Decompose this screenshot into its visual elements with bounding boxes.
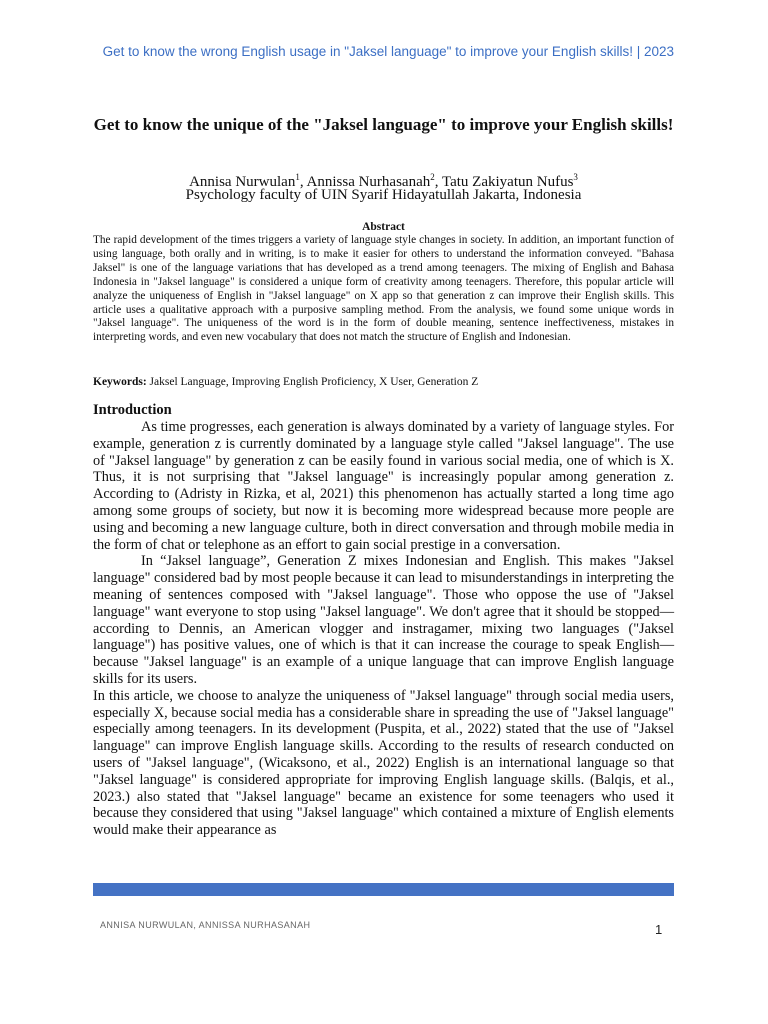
- page-number: 1: [655, 922, 663, 937]
- footer-authors: ANNISA NURWULAN, ANNISSA NURHASANAH: [100, 920, 311, 930]
- affiliation: Psychology faculty of UIN Syarif Hidayatullah Jakarta, Indonesia: [185, 187, 582, 203]
- author-name: Annissa Nurhasanah: [306, 174, 431, 190]
- author-name: Annisa Nurwulan: [189, 174, 296, 190]
- author-affil-mark: 1: [295, 172, 300, 182]
- abstract-heading: Abstract: [362, 221, 405, 233]
- author-separator: ,: [299, 174, 307, 190]
- body-paragraph: As time progresses, each generation is always dominated by a variety of language styles. For example, generation z is currently dominated by a language style called "Jaksel language". The use of "Jaksel language" by generation z can be easily found in various social media, one of which is X. Thus, it is not surprising that "Jaksel language" is increasingly popular among generation z. According to (Adristy in Rizka, et al, 2021) this phenomenon has actually started a long time ago among some groups of society, but now it is becoming more widespread because more people are using and becoming a new language culture, both in direct conversation and through mobile media in the form of chat or telephone as an effort to gain social prestige in a conversation.: [93, 419, 674, 553]
- keywords-text: Jaksel Language, Improving English Proficiency, X User, Generation Z: [146, 376, 479, 388]
- keywords-line: [93, 375, 674, 389]
- paper-title: Get to know the unique of the "Jaksel language" to improve your English skills!: [93, 115, 674, 134]
- author-affil-mark: 3: [573, 172, 578, 182]
- body-paragraph: In “Jaksel language”, Generation Z mixes Indonesian and English. This makes "Jaksel language" considered bad by most people because it can lead to misunderstandings in interpreting the meaning of sentences composed with "Jaksel language". Those who oppose the use of "Jaksel language" want everyone to stop using "Jaksel language". We don't agree that it should be stopped—according to Dennis, an American vlogger and instragamer, mixing two languages ("Jaksel language") has positive values, one of which is that it can increase the courage to speak English—because "Jaksel language" is an example of a unique language that can improve English language skills for its users.: [93, 553, 674, 687]
- footer-color-bar: [93, 883, 674, 896]
- keywords-label: Keywords:: [93, 376, 147, 388]
- section-heading-introduction: Introduction: [93, 402, 172, 418]
- author-affil-mark: 2: [430, 172, 435, 182]
- author-separator: ,: [434, 174, 442, 190]
- body-paragraph: In this article, we choose to analyze the uniqueness of "Jaksel language" through social media users, especially X, because social media has a considerable share in spreading the use of "Jaksel language" especially among teenagers. In its development (Puspita, et al., 2022) stated that the use of "Jaksel language" can improve English language skills. According to the results of research conducted on users of "Jaksel language", (Wicaksono, et al., 2022) English is an international language so that "Jaksel language" is considered appropriate for improving English language skills. (Balqis, et al., 2023.) also stated that "Jaksel language" became an existence for some teenagers who used it because they considered that using "Jaksel language" which contained a mixture of English elements would make their appearance as: [93, 687, 674, 839]
- running-header: Get to know the wrong English usage in "Jaksel language" to improve your English skills! | 2023: [102, 44, 674, 59]
- introduction-body: [93, 419, 674, 839]
- abstract-text: The rapid development of the times triggers a variety of language style changes in society. In addition, an important function of using language, both orally and in writing, is to make it easier for others to understand the information conveyed. "Bahasa Jaksel" is one of the language variations that has developed as a trend among teenagers. The mixing of English and Bahasa Indonesia in "Jaksel language" is considered a unique form of creativity among teenagers. Therefore, this popular article will analyze the uniqueness of English in "Jaksel language" on X app so that generation z can improve their English skills. This article uses a qualitative approach with a purposive sampling method. From the analysis, we found some unique words in "Jaksel language". The uniqueness of the word is in the form of double meaning, sentence ineffectiveness, mistakes in interpreting words, and even new vocabulary that does not match the structure of English and Indonesian.: [93, 234, 674, 344]
- author-name: Tatu Zakiyatun Nufus: [441, 174, 574, 190]
